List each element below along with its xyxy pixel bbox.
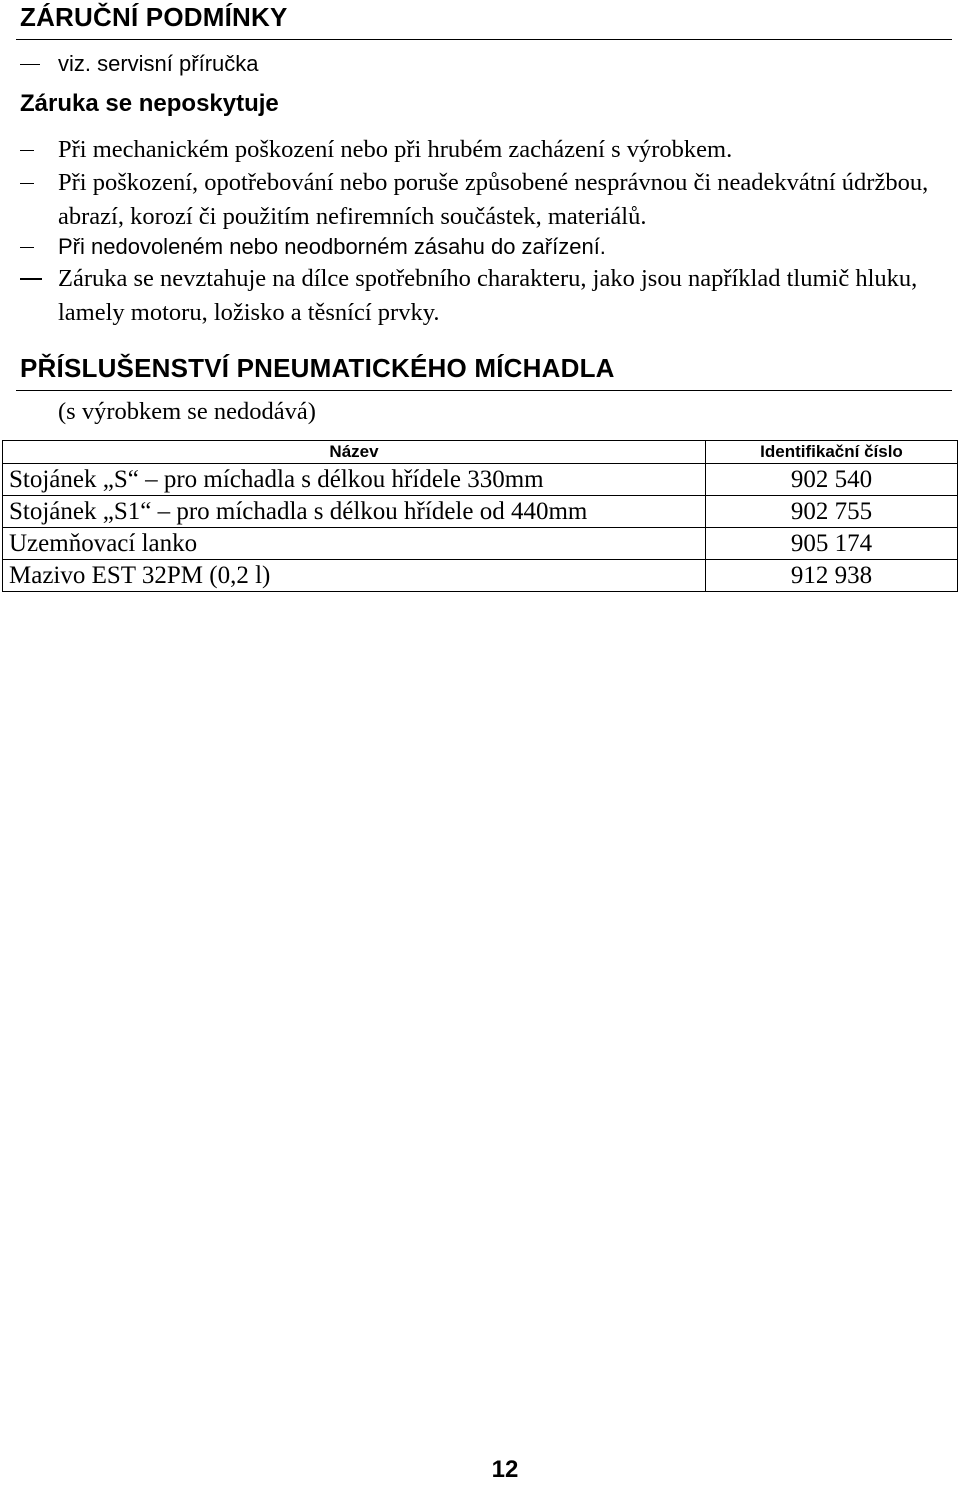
exclusion-item: Záruka se nevztahuje na dílce spotřebního charakteru, jako jsou například tlumič hluku, lamely motoru, ložisko a těsnící prvky.	[58, 265, 918, 326]
accessory-name: Stojánek „S“ – pro míchadla s délkou hřídele 330mm	[3, 464, 706, 496]
warranty-heading: ZÁRUČNÍ PODMÍNKY	[20, 2, 288, 32]
accessory-name: Mazivo EST 32PM (0,2 l)	[3, 560, 706, 592]
accessories-heading-rule	[16, 390, 952, 391]
list-dash	[20, 278, 42, 280]
warranty-heading-rule	[16, 39, 952, 40]
exclusion-item: Při poškození, opotřebování nebo poruše způsobené nesprávnou či neadekvátní údržbou, abrazí, korozí či použitím nefiremních součástek, materiálů.	[58, 169, 929, 230]
table-row	[3, 496, 958, 528]
accessories-heading: PŘÍSLUŠENSTVÍ PNEUMATICKÉHO MÍCHADLA	[20, 353, 615, 383]
column-header-id: Identifikační číslo	[706, 441, 958, 464]
accessory-name: Stojánek „S1“ – pro míchadla s délkou hřídele od 440mm	[3, 496, 706, 528]
exclusion-item: Při nedovoleném nebo neodborném zásahu do zařízení.	[58, 234, 606, 259]
accessory-id: 902 755	[706, 496, 958, 528]
accessory-id: 912 938	[706, 560, 958, 592]
table-row	[3, 560, 958, 592]
table-row	[3, 464, 958, 496]
table-row	[3, 528, 958, 560]
service-manual-reference: viz. servisní příručka	[58, 51, 259, 76]
list-dash	[20, 150, 34, 151]
page-number: 12	[491, 1456, 519, 1483]
accessories-table	[2, 440, 958, 592]
not-supplied-note: (s výrobkem se nedodává)	[58, 398, 316, 425]
exclusions-heading: Záruka se neposkytuje	[20, 90, 279, 117]
accessory-id: 902 540	[706, 464, 958, 496]
accessory-id: 905 174	[706, 528, 958, 560]
list-dash	[20, 183, 34, 184]
list-dash	[20, 64, 40, 65]
column-header-name: Název	[3, 441, 706, 464]
list-dash	[20, 247, 34, 248]
table-header-row	[3, 441, 958, 464]
exclusion-item: Při mechanickém poškození nebo při hrubém zacházení s výrobkem.	[58, 136, 733, 163]
accessory-name: Uzemňovací lanko	[3, 528, 706, 560]
